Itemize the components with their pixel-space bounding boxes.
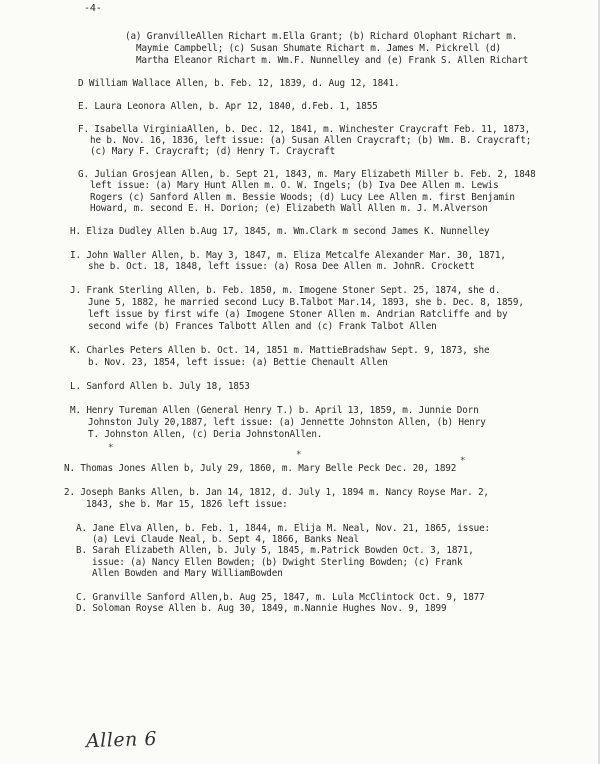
entry-line: June 5, 1882, he married second Lucy B.Talbot Mar.14, 1893, she b. Dec. 8, 1859,	[88, 297, 524, 308]
entry-line: F. Isabella VirginiaAllen, b. Dec. 12, 1841, m. Winchester Craycraft Feb. 11, 1873,	[78, 124, 531, 135]
asterisk-mark: *	[460, 456, 466, 466]
entry-line: L. Sanford Allen b. July 18, 1853	[70, 381, 250, 392]
entry-line: B. Sarah Elizabeth Allen, b. July 5, 1845, m.Patrick Bowden Oct. 3, 1871,	[76, 545, 474, 556]
entry-line: D. Soloman Royse Allen b. Aug 30, 1849, m.Nannie Hughes Nov. 9, 1899	[76, 603, 447, 614]
entry-line: Allen Bowden and Mary WilliamBowden	[92, 568, 283, 579]
entry-line: E. Laura Leonora Allen, b. Apr 12, 1840, d.Feb. 1, 1855	[78, 101, 378, 112]
entry-line: H. Eliza Dudley Allen b.Aug 17, 1845, m. Wm.Clark m second James K. Nunnelley	[70, 226, 490, 237]
entry-line: 2. Joseph Banks Allen, b. Jan 14, 1812, d. July 1, 1894 m. Nancy Royse Mar. 2,	[64, 487, 489, 498]
entry-line: M. Henry Tureman Allen (General Henry T.) b. April 13, 1859, m. Junnie Dorn	[70, 405, 479, 416]
entry-line: J. Frank Sterling Allen, b. Feb. 1850, m. Imogene Stoner Sept. 25, 1874, she d.	[70, 285, 501, 296]
entry-line: Howard, m. second E. H. Dorion; (e) Elizabeth Wall Allen m. J. M.Alverson	[90, 203, 488, 214]
entry-line: T. Johnston Allen, (c) Deria JohnstonAllen.	[88, 429, 323, 440]
entry-line: 1843, she b. Mar 15, 1826 left issue:	[86, 499, 288, 510]
asterisk-mark: *	[108, 443, 114, 453]
entry-line: Martha Eleanor Richart m. Wm.F. Nunnelley and (e) Frank S. Allen Richart	[136, 55, 529, 66]
entry-line: Rogers (c) Sanford Allen m. Bessie Woods; (d) Lucy Lee Allen m. first Benjamin	[90, 192, 515, 203]
entry-line: second wife (b) Frances Talbott Allen and (c) Frank Talbot Allen	[88, 321, 437, 332]
entry-line: G. Julian Grosjean Allen, b. Sept 21, 1843, m. Mary Elizabeth Miller b. Feb. 2, 1848	[78, 169, 536, 180]
entry-line: b. Nov. 23, 1854, left issue: (a) Bettie Chenault Allen	[88, 357, 388, 368]
entry-line: (a) Levi Claude Neal, b. Sept 4, 1866, Banks Neal	[92, 534, 359, 545]
entry-line: Johnston July 20,1887, left issue: (a) Jennette Johnston Allen, (b) Henry	[88, 417, 486, 428]
entry-line: left issue by first wife (a) Imogene Stoner Allen m. Andrian Ratcliffe and by	[88, 309, 508, 320]
entry-line: N. Thomas Jones Allen b, July 29, 1860, m. Mary Belle Peck Dec. 20, 1892	[64, 463, 457, 474]
handwritten-note: Allen 6	[85, 727, 158, 753]
entry-line: D William Wallace Allen, b. Feb. 12, 1839, d. Aug 12, 1841.	[78, 78, 400, 89]
entry-line: Maymie Campbell; (c) Susan Shumate Richart m. James M. Pickrell (d)	[136, 43, 501, 54]
entry-line: K. Charles Peters Allen b. Oct. 14, 1851 m. MattieBradshaw Sept. 9, 1873, she	[70, 345, 490, 356]
entry-line: she b. Oct. 18, 1848, left issue: (a) Rosa Dee Allen m. JohnR. Crockett	[88, 261, 475, 272]
entry-line: C. Granville Sanford Allen,b. Aug 25, 1847, m. Lula McClintock Oct. 9, 1877	[76, 592, 485, 603]
entry-line: he b. Nov. 16, 1836, left issue: (a) Susan Allen Craycraft; (b) Wm. B. Craycraft;	[90, 135, 532, 146]
page-number: -4-	[84, 3, 102, 14]
entry-line: (c) Mary F. Craycraft; (d) Henry T. Craycraft	[90, 146, 336, 157]
asterisk-mark: *	[296, 450, 302, 460]
entry-line: A. Jane Elva Allen, b. Feb. 1, 1844, m. Elija M. Neal, Nov. 21, 1865, issue:	[76, 523, 490, 534]
entry-line: issue: (a) Nancy Ellen Bowden; (b) Dwight Sterling Bowden; (c) Frank	[92, 557, 463, 568]
entry-line: left issue: (a) Mary Hunt Allen m. O. W. Ingels; (b) Iva Dee Allen m. Lewis	[90, 180, 499, 191]
entry-line: I. John Waller Allen, b. May 3, 1847, m. Eliza Metcalfe Alexander Mar. 30, 1871,	[70, 250, 506, 261]
entry-line: (a) GranvilleAllen Richart m.Ella Grant; (b) Richard Olophant Richart m.	[125, 31, 518, 42]
